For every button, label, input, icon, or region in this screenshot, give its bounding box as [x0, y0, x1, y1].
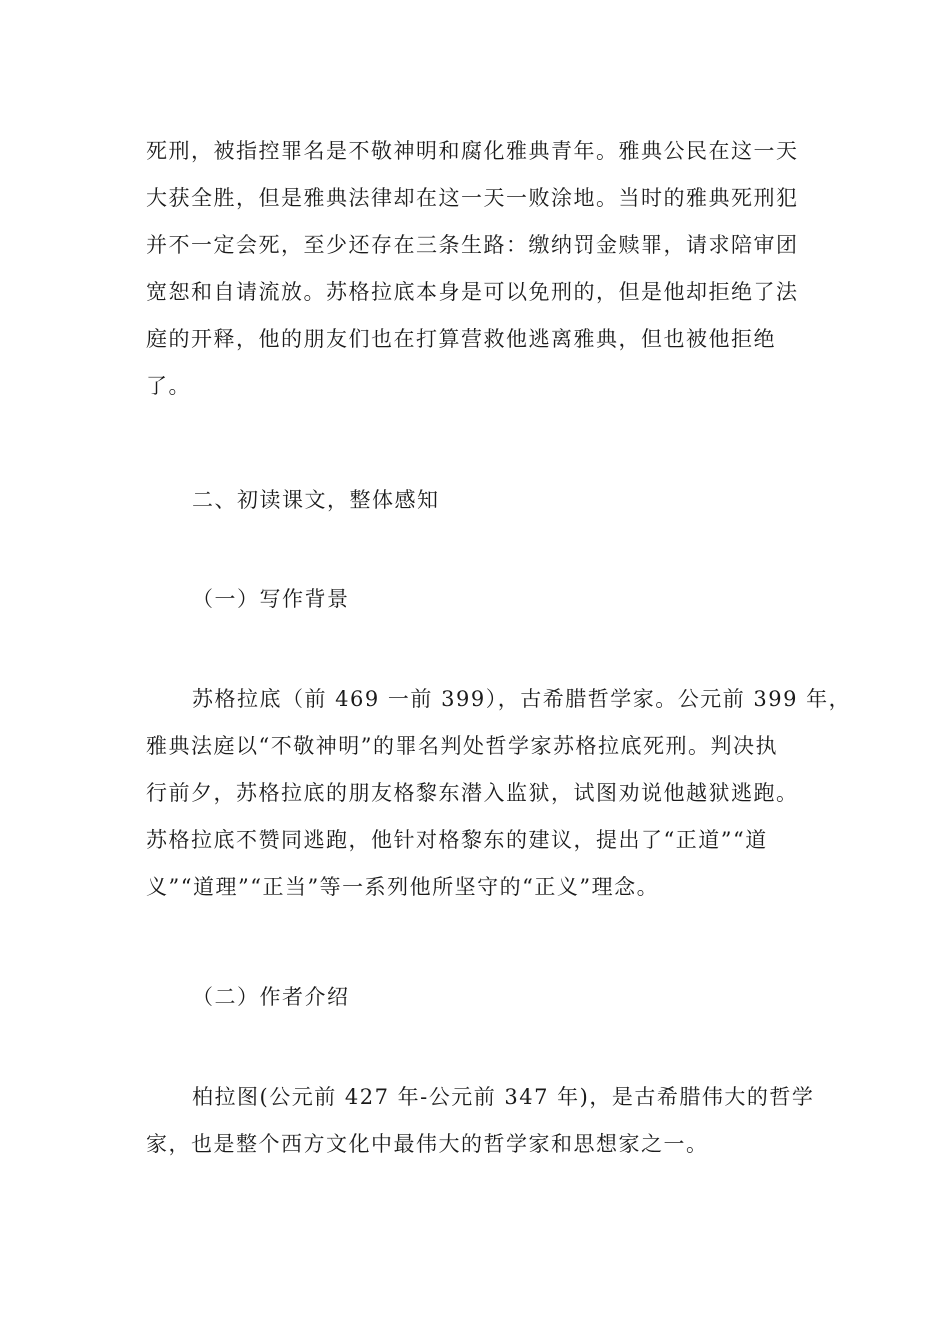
paragraph-line: 苏格拉底（前 469 一前 399），古希腊哲学家。公元前 399 年， [192, 687, 852, 711]
author-paragraph [146, 1074, 815, 1168]
paragraph-line: 柏拉图(公元前 427 年-公元前 347 年)，是古希腊伟大的哲学 [192, 1085, 815, 1109]
paragraph-line: 苏格拉底不赞同逃跑，他针对格黎东的建议，提出了“正道”“道 [146, 828, 768, 852]
subsection-two-heading: （二）作者介绍 [192, 985, 350, 1009]
subsection-one-heading: （一）写作背景 [192, 587, 350, 611]
paragraph-line: 死刑，被指控罪名是不敬神明和腐化雅典青年。雅典公民在这一天 [146, 139, 799, 163]
paragraph-line: 并不一定会死，至少还存在三条生路：缴纳罚金赎罪，请求陪审团 [146, 233, 799, 257]
paragraph-line: 大获全胜，但是雅典法律却在这一天一败涂地。当时的雅典死刑犯 [146, 186, 799, 210]
intro-paragraph [146, 128, 806, 410]
paragraph-line: 行前夕，苏格拉底的朋友格黎东潜入监狱，试图劝说他越狱逃跑。 [146, 781, 799, 805]
paragraph-line: 义”“道理”“正当”等一系列他所坚守的“正义”理念。 [146, 875, 660, 899]
paragraph-line: 雅典法庭以“不敬神明”的罪名判处哲学家苏格拉底死刑。判决执 [146, 734, 778, 758]
background-paragraph [146, 676, 852, 911]
paragraph-line: 庭的开释，他的朋友们也在打算营救他逃离雅典，但也被他拒绝 [146, 327, 776, 351]
paragraph-line: 家，也是整个西方文化中最伟大的哲学家和思想家之一。 [146, 1132, 709, 1156]
section-two-heading: 二、初读课文，整体感知 [192, 488, 440, 512]
paragraph-line: 了。 [146, 374, 191, 398]
paragraph-line: 宽恕和自请流放。苏格拉底本身是可以免刑的，但是他却拒绝了法 [146, 280, 799, 304]
